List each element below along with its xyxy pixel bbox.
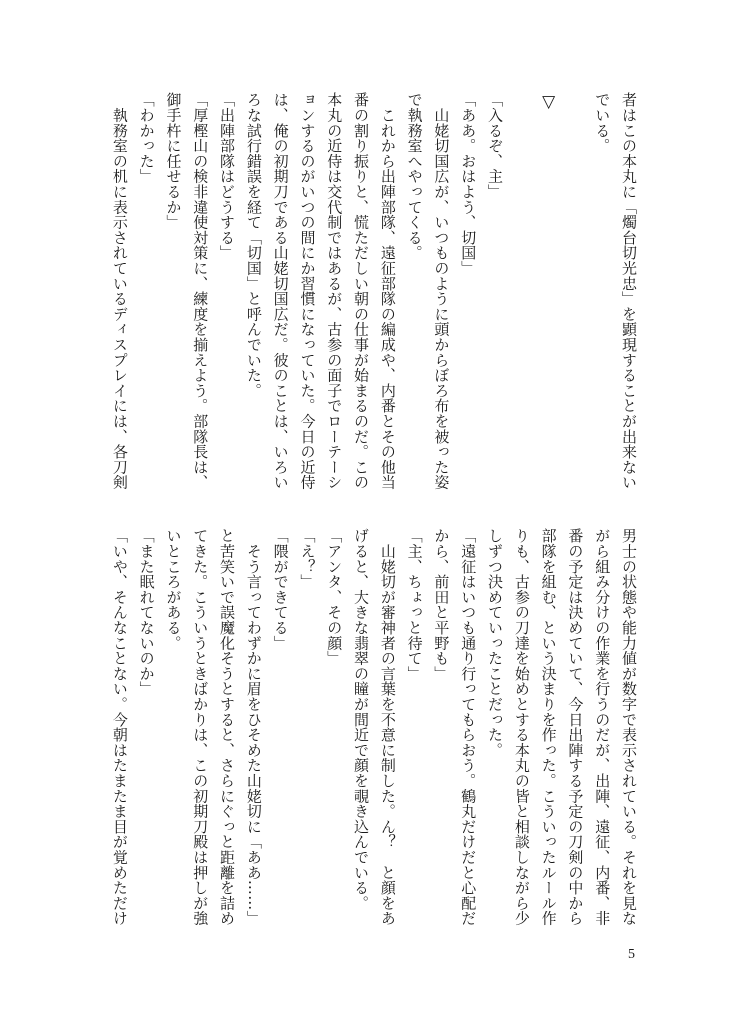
text-column: 「え？」 (298, 528, 317, 590)
text-column: 「隈ができてる」 (271, 528, 290, 651)
text-column: 山姥切国広が、いつものように頭からぼろ布を被った姿 (432, 92, 451, 490)
text-column: 「入るぞ、主」 (486, 92, 505, 200)
text-column: 「わかった」 (137, 92, 156, 184)
text-column: 「主、ちょっと待て」 (405, 528, 424, 681)
text-column: りも、古参の刀達を始めとする本丸の皆と相談しながら少 (512, 528, 531, 926)
text-block-top (104, 92, 642, 502)
text-column: 「いや、そんなことない。今朝はたまたま目が覚めただけ (110, 528, 129, 926)
text-column: 御手杵に任せるか」 (164, 92, 183, 230)
text-column: 番の割り振りと、慌ただしい朝の仕事が始まるのだ。この (352, 92, 371, 490)
scene-break-triangle-icon: ▽ (538, 92, 559, 113)
text-block-bottom (104, 528, 642, 938)
text-column: これから出陣部隊、遠征部隊の編成や、内番とその他当 (378, 92, 397, 490)
text-column: でいる。 (593, 92, 612, 154)
text-column: は、俺の初期刀である山姥切国広だ。彼のことは、いろい (271, 92, 290, 490)
page-number: 5 (628, 947, 635, 962)
blank-column (562, 92, 589, 502)
text-column: いところがある。 (164, 528, 183, 651)
text-column: 執務室の机に表示されているディスプレイには、各刀剣 (110, 92, 129, 490)
text-column: 「厚樫山の検非違使対策に、練度を揃えよう。部隊長は、 (191, 92, 210, 490)
text-column: しずつ決めていったことだった。 (486, 528, 505, 758)
text-column: 「また眠れてないのか」 (137, 528, 156, 697)
text-column: 本丸の近侍は交代制ではあるが、古参の面子でローテーシ (325, 92, 344, 490)
text-column: そう言ってわずかに眉をひそめた山姥切に「ああ……」 (244, 528, 263, 926)
text-column: 者はこの本丸に「燭台切光忠」を顕現することが出来ない (620, 92, 638, 490)
text-column: 「出陣部隊はどうする」 (218, 92, 237, 261)
text-column: 番の予定は決めていて、今日出陣する予定の刀剣の中から (566, 528, 585, 926)
text-column: がら組み分けの作業を行うのだが、出陣、遠征、内番、非 (593, 528, 612, 926)
text-column: で執務室へやってくる。 (405, 92, 424, 261)
text-column: 「ああ。おはよう、切国」 (459, 92, 478, 276)
text-column: から、前田と平野も」 (432, 528, 451, 681)
text-column: ョンするのがいつの間にか習慣になっていた。今日の近侍 (298, 92, 317, 490)
blank-column (508, 92, 535, 502)
text-column: 「アンタ、その顔」 (325, 528, 344, 666)
text-column: ろな試行錯誤を経て「切国」と呼んでいた。 (244, 92, 263, 398)
text-column: げると、大きな翡翠の瞳が間近で顔を覗き込んでいる。 (352, 528, 371, 911)
text-column: 「遠征はいつも通り行ってもらおう。鶴丸だけだと心配だ (459, 528, 478, 926)
text-column: 男士の状態や能力値が数字で表示されている。それを見な (620, 528, 638, 926)
text-column: てきた。こういうときばかりは、この初期刀殿は押しが強 (191, 528, 210, 926)
text-column: 山姥切が審神者の言葉を不意に制した。ん？ と顔をあ (378, 528, 397, 926)
text-column: 部隊を組む、という決まりを作った。こういったルール作 (539, 528, 558, 926)
text-column: と苦笑いで誤魔化そうとすると、さらにぐっと距離を詰め (218, 528, 237, 926)
